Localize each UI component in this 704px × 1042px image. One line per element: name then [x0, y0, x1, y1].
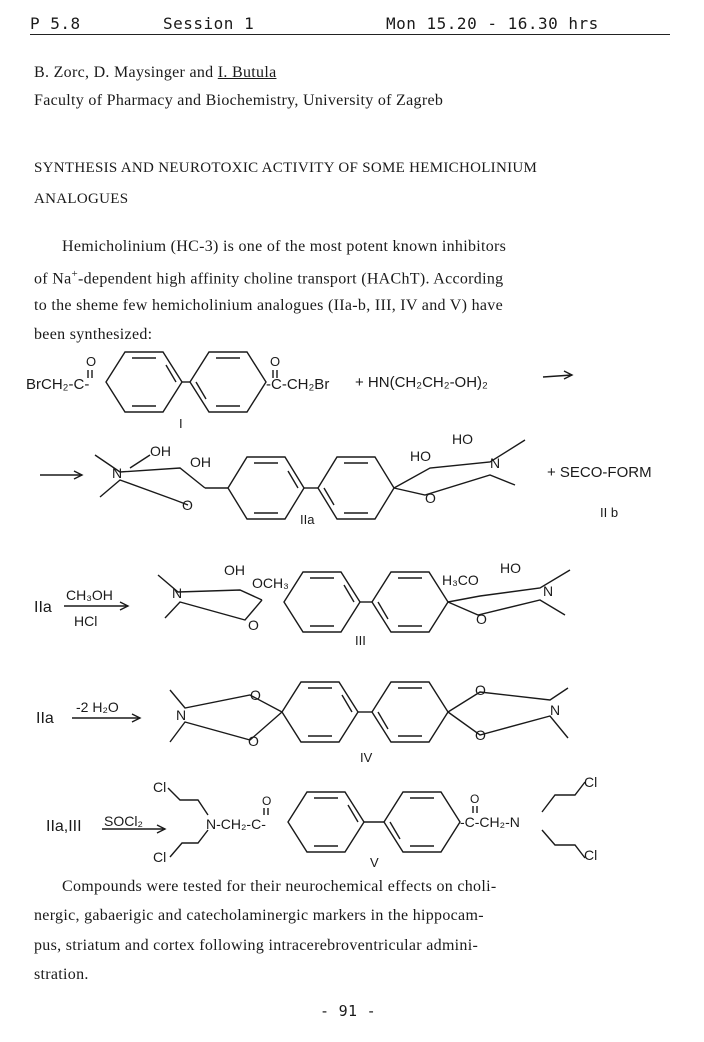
conclusion-line-2: nergic, gabaerigic and catecholaminergic markers in the hippocam- — [34, 907, 484, 924]
label-compound-IIb: II b — [600, 505, 619, 520]
r1-reagent: + HN(CH₂CH₂-OH)₂ — [355, 374, 488, 391]
r1-left-group: BrCH₂-C- — [26, 376, 90, 393]
label-compound-I: I — [179, 416, 183, 431]
r4-o-left-top: O — [250, 687, 261, 703]
scheme-row-3 — [34, 560, 570, 648]
r4-n-left: N — [176, 707, 187, 723]
title-line-1: SYNTHESIS AND NEUROTOXIC ACTIVITY OF SOME HEMICHOLINIUM — [34, 160, 538, 176]
scheme-row-1 — [26, 352, 572, 431]
r4-n-right: N — [550, 702, 561, 718]
r4-start: IIa — [36, 710, 54, 727]
r1-right-group: -C-CH₂Br — [266, 376, 330, 393]
r5-carbonyl-o-right: O — [470, 792, 480, 806]
session-time: Mon 15.20 - 16.30 hrs — [386, 14, 599, 33]
r2-ho-1: HO — [410, 448, 431, 464]
affiliation: Faculty of Pharmacy and Biochemistry, University of Zagreb — [34, 92, 444, 109]
label-compound-IV: IV — [360, 750, 373, 765]
ring-5 — [284, 572, 360, 632]
ring-4 — [318, 457, 394, 519]
label-compound-V: V — [370, 855, 379, 870]
r5-carbonyl-o-left: O — [262, 794, 272, 808]
seco-form: + SECO-FORM — [547, 464, 652, 481]
r5-reagent: SOCl₂ — [104, 813, 143, 829]
r3-reagent-bottom: HCl — [74, 613, 98, 629]
r5-cl-4: Cl — [584, 847, 598, 863]
r2-n-left: N — [112, 465, 123, 481]
r3-n-left: N — [172, 585, 183, 601]
r3-och3: OCH₃ — [252, 575, 289, 591]
r5-right-group: -C-CH₂-N — [460, 814, 520, 830]
conclusion-line-4: stration. — [34, 966, 89, 983]
r3-ho: HO — [500, 560, 521, 576]
r5-left-group: N-CH₂-C- — [206, 816, 266, 832]
scheme-row-5 — [46, 774, 597, 870]
r3-start: IIa — [34, 599, 52, 616]
r5-cl-3: Cl — [584, 774, 598, 790]
ring-9 — [288, 792, 364, 852]
r1-carbonyl-o-right: O — [270, 354, 281, 369]
r2-o-right: O — [425, 490, 436, 506]
label-compound-III: III — [355, 633, 366, 648]
r2-oh-1: OH — [150, 443, 171, 459]
intro-line-1: Hemicholinium (HC-3) is one of the most potent known inhibitors — [62, 238, 507, 255]
r3-n-right: N — [543, 583, 554, 599]
ring-1 — [106, 352, 182, 412]
ring-2 — [190, 352, 266, 412]
intro-line-2-post: -dependent high affinity choline transport (HAChT). According — [78, 270, 504, 288]
abstract-code: P 5.8 — [30, 14, 81, 33]
r2-oh-2: OH — [190, 454, 211, 470]
r2-ho-2: HO — [452, 431, 473, 447]
label-compound-IIa: IIa — [300, 512, 315, 527]
conclusion-line-3: pus, striatum and cortex following intracerebroventricular admini- — [34, 937, 479, 954]
presenting-author: I. Butula — [217, 64, 277, 81]
r4-o-right-bottom: O — [475, 727, 486, 743]
ring-3 — [228, 457, 304, 519]
r2-o-left: O — [182, 497, 193, 513]
r5-cl-1: Cl — [153, 779, 167, 795]
r4-reagent: -2 H₂O — [76, 699, 119, 715]
r3-reagent-top: CH₃OH — [66, 587, 113, 603]
ring-6 — [372, 572, 448, 632]
intro-line-2-pre: of Na — [34, 270, 72, 288]
page-number: - 91 - — [320, 1002, 376, 1020]
intro-line-3: to the sheme few hemicholinium analogues (IIa-b, III, IV and V) have — [34, 297, 503, 314]
ring-8 — [372, 682, 448, 742]
r3-oh: OH — [224, 562, 245, 578]
conclusion-line-1: Compounds were tested for their neurochemical effects on choli- — [62, 878, 497, 895]
title-line-2: ANALOGUES — [34, 191, 129, 207]
ring-7 — [282, 682, 358, 742]
author-names: B. Zorc, D. Maysinger and — [34, 64, 214, 81]
r4-o-left-bottom: O — [248, 733, 259, 749]
r3-o-right: O — [476, 611, 487, 627]
r5-start: IIa,III — [46, 818, 82, 835]
r1-carbonyl-o-left: O — [86, 354, 97, 369]
intro-line-2-sup: + — [71, 268, 78, 280]
r2-n-right: N — [490, 455, 501, 471]
r5-cl-2: Cl — [153, 849, 167, 865]
r3-o-left: O — [248, 617, 259, 633]
r4-o-right-top: O — [475, 682, 486, 698]
intro-line-4: been synthesized: — [34, 326, 153, 343]
scheme-row-4 — [36, 682, 568, 765]
r3-h3co: H₃CO — [442, 572, 479, 588]
scheme-row-2 — [40, 431, 652, 527]
session-label: Session 1 — [163, 14, 255, 33]
ring-10 — [384, 792, 460, 852]
